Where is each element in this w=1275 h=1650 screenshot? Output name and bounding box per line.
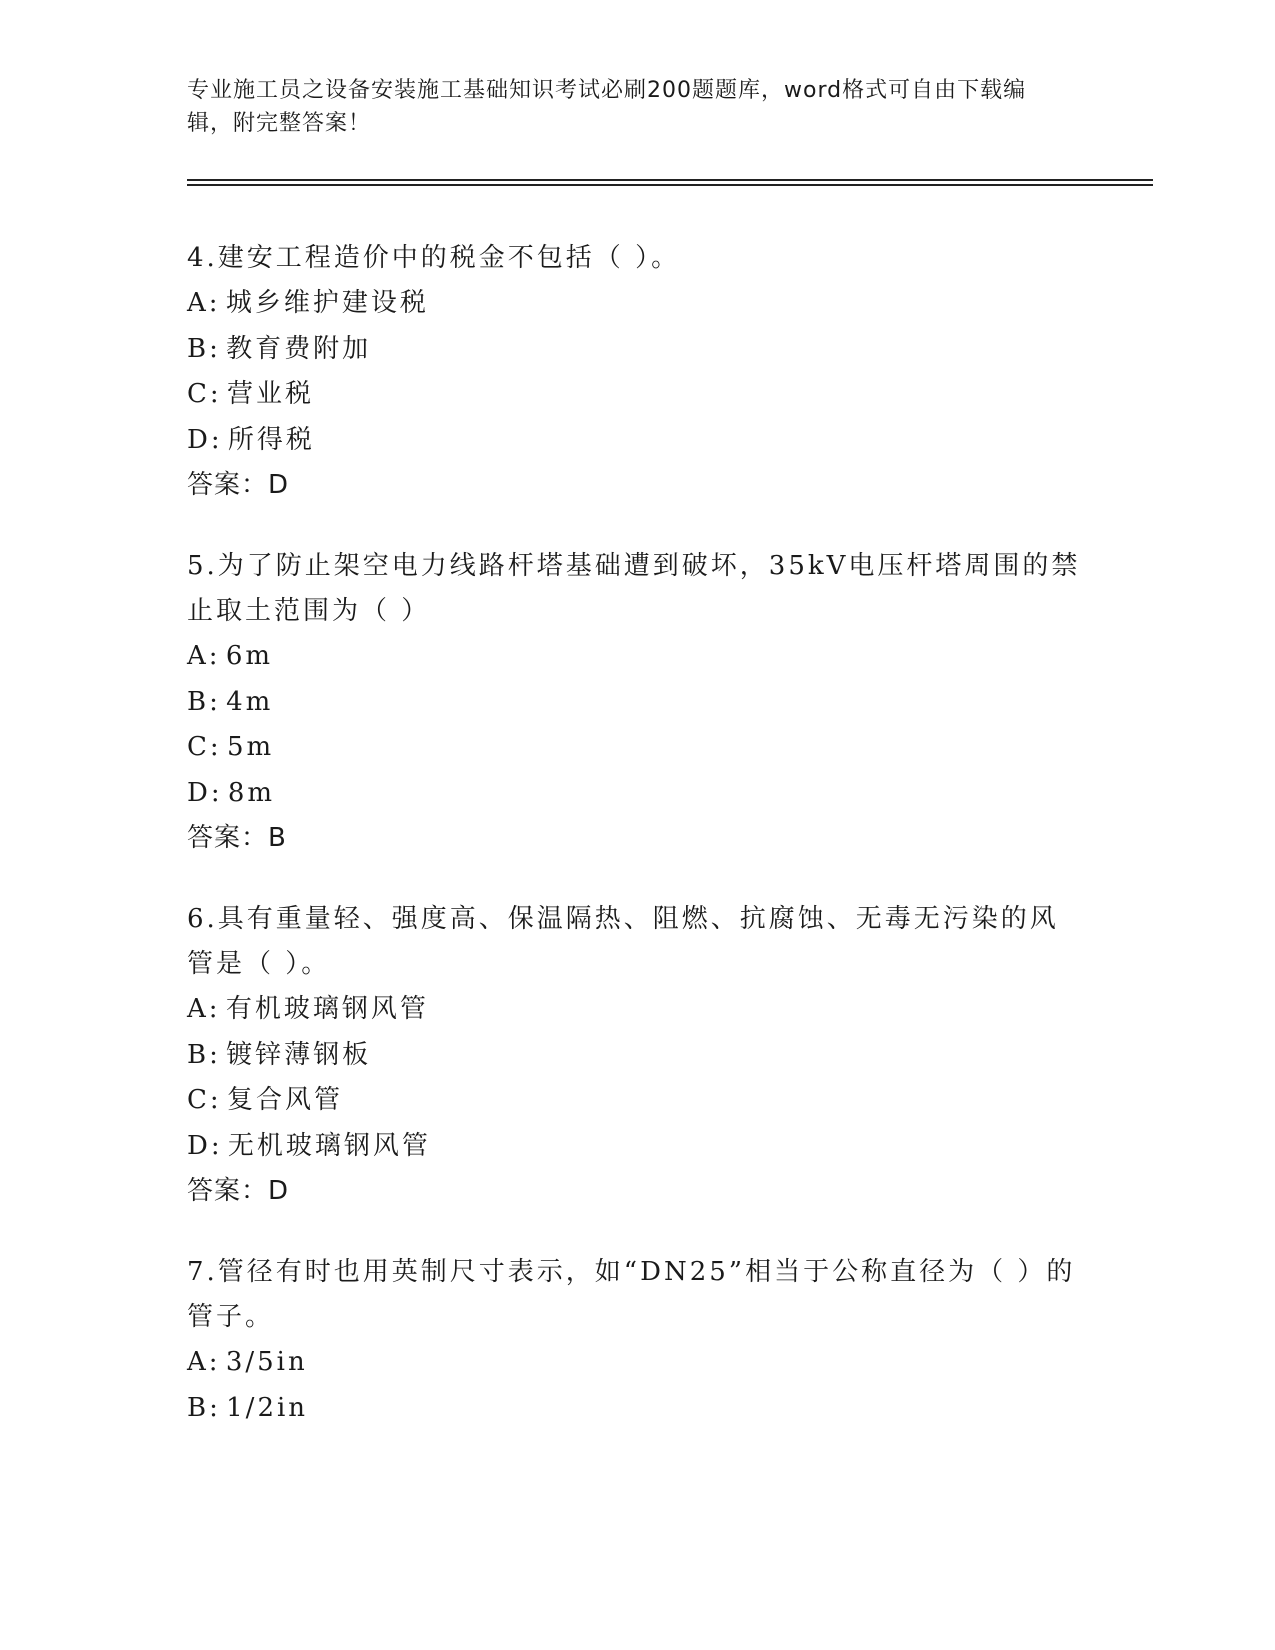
header-divider-bottom bbox=[187, 184, 1153, 186]
option-key: C bbox=[187, 1085, 210, 1115]
question-6 bbox=[187, 897, 1087, 1214]
option-key: A bbox=[187, 1347, 209, 1377]
option-key: B bbox=[187, 1392, 210, 1423]
option-text: 6m bbox=[225, 641, 274, 671]
answer-line: 答案：B bbox=[187, 823, 287, 853]
question-7 bbox=[187, 1250, 1087, 1431]
option-text: 有机玻璃钢风管 bbox=[225, 994, 429, 1024]
option-b: B: 教育费附加 bbox=[187, 333, 372, 364]
option-text: 教育费附加 bbox=[226, 333, 372, 364]
option-key: A bbox=[187, 994, 209, 1024]
header-divider-top bbox=[187, 179, 1153, 181]
question-text: 4.建安工程造价中的税金不包括（ ）。 bbox=[187, 243, 681, 273]
question-text: 7.管径有时也用英制尺寸表示，如“DN25”相当于公称直径为（ ）的管子。 bbox=[187, 1257, 1076, 1332]
answer-line: 答案：D bbox=[187, 1176, 290, 1206]
question-list bbox=[187, 236, 1087, 1467]
option-text: 城乡维护建设税 bbox=[225, 288, 429, 318]
option-text: 3/5in bbox=[225, 1347, 308, 1377]
option-b: B: 镀锌薄钢板 bbox=[187, 1039, 372, 1070]
option-text: 8m bbox=[227, 777, 276, 808]
option-d: D: 无机玻璃钢风管 bbox=[187, 1130, 431, 1161]
option-text: 4m bbox=[226, 686, 274, 717]
option-a: A: 有机玻璃钢风管 bbox=[187, 994, 429, 1024]
option-key: A bbox=[187, 288, 209, 318]
document-header bbox=[187, 74, 1067, 140]
question-text: 6.具有重量轻、强度高、保温隔热、阻燃、抗腐蚀、无毒无污染的风管是（ ）。 bbox=[187, 904, 1059, 979]
option-key: B bbox=[187, 1039, 210, 1070]
option-text: 5m bbox=[226, 732, 275, 762]
question-4 bbox=[187, 236, 1087, 508]
option-c: C: 营业税 bbox=[187, 379, 314, 409]
option-key: C bbox=[187, 379, 210, 409]
option-text: 无机玻璃钢风管 bbox=[227, 1130, 431, 1161]
option-text: 营业税 bbox=[226, 379, 314, 409]
option-text: 复合风管 bbox=[226, 1085, 343, 1115]
header-title: 专业施工员之设备安装施工基础知识考试必刷200题题库，word格式可自由下载编辑，附完整答案！ bbox=[187, 78, 1027, 136]
question-5 bbox=[187, 544, 1087, 861]
option-a: A: 6m bbox=[187, 641, 274, 671]
question-text: 5.为了防止架空电力线路杆塔基础遭到破坏，35kV电压杆塔周围的禁止取土范围为（ ） bbox=[187, 551, 1081, 626]
option-key: D bbox=[187, 424, 211, 455]
option-text: 所得税 bbox=[227, 424, 315, 455]
option-key: A bbox=[187, 641, 209, 671]
option-text: 镀锌薄钢板 bbox=[226, 1039, 372, 1070]
option-b: B: 4m bbox=[187, 686, 274, 717]
answer-line: 答案：D bbox=[187, 470, 290, 500]
option-key: D bbox=[187, 1130, 211, 1161]
option-key: C bbox=[187, 732, 210, 762]
option-b: B: 1/2in bbox=[187, 1392, 309, 1423]
option-c: C: 复合风管 bbox=[187, 1085, 343, 1115]
option-d: D: 8m bbox=[187, 777, 276, 808]
option-key: D bbox=[187, 777, 211, 808]
option-a: A: 城乡维护建设税 bbox=[187, 288, 429, 318]
option-c: C: 5m bbox=[187, 732, 275, 762]
option-text: 1/2in bbox=[226, 1392, 309, 1423]
option-a: A: 3/5in bbox=[187, 1347, 308, 1377]
option-d: D: 所得税 bbox=[187, 424, 315, 455]
option-key: B bbox=[187, 686, 210, 717]
option-key: B bbox=[187, 333, 210, 364]
